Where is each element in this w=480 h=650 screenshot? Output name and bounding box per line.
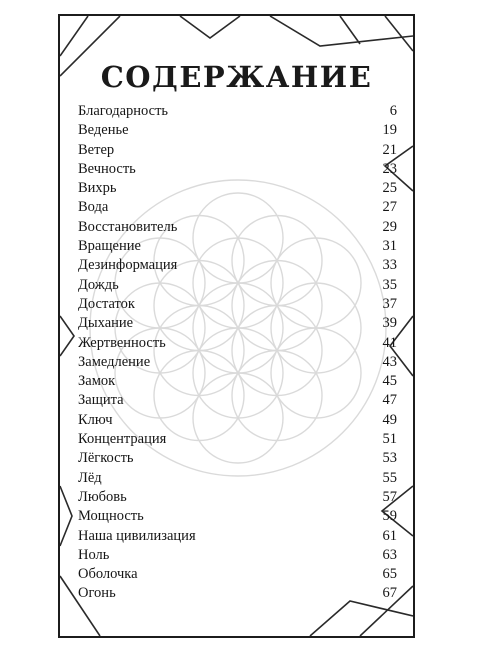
toc-entry [78, 198, 397, 217]
toc-entry [78, 565, 397, 584]
toc-entry-page-number: 61 [382, 527, 397, 544]
toc-entry-page-number: 47 [382, 392, 397, 409]
toc-entry-title: Жертвенность [78, 334, 166, 351]
toc-entry-page-number: 25 [382, 180, 397, 197]
toc-entry-page-number: 45 [382, 373, 397, 390]
toc-entry-page-number: 27 [382, 199, 397, 216]
toc-entry-page-number: 51 [382, 431, 397, 448]
toc-entry [78, 488, 397, 507]
toc-entry-title: Лёгкость [78, 450, 134, 467]
toc-entry [78, 527, 397, 546]
toc-entry [78, 334, 397, 353]
toc-entry [78, 391, 397, 410]
toc-entry [78, 102, 397, 121]
toc-entry-title: Наша цивилизация [78, 527, 196, 544]
toc-entry [78, 256, 397, 275]
toc-entry [78, 372, 397, 391]
toc-entry-title: Вращение [78, 238, 141, 255]
toc-entry-page-number: 65 [382, 566, 397, 583]
toc-entry-title: Замок [78, 373, 116, 390]
toc-entry-page-number: 21 [382, 141, 397, 158]
toc-entry-title: Восстановитель [78, 218, 178, 235]
toc-entry-page-number: 39 [382, 315, 397, 332]
toc-entry-title: Дыхание [78, 315, 134, 332]
toc-entry [78, 121, 397, 140]
toc-entry-page-number: 31 [382, 238, 397, 255]
toc-entry [78, 546, 397, 565]
toc-entry-title: Дезинформация [78, 257, 178, 274]
toc-entry-title: Любовь [78, 488, 127, 505]
toc-entry-title: Дождь [78, 276, 119, 293]
toc-entry-title: Оболочка [78, 566, 138, 583]
toc-entry-title: Ветер [78, 141, 115, 158]
toc-entry-page-number: 23 [382, 160, 397, 177]
toc-entry [78, 449, 397, 468]
toc-entry [78, 276, 397, 295]
toc-entry-page-number: 19 [382, 122, 397, 139]
toc-entry-title: Вода [78, 199, 109, 216]
toc-entry-page-number: 63 [382, 546, 397, 563]
toc-entry-title: Концентрация [78, 431, 167, 448]
toc-entry-title: Ключ [78, 411, 113, 428]
toc-entry-page-number: 59 [382, 508, 397, 525]
toc-entry-page-number: 35 [382, 276, 397, 293]
toc-entry [78, 469, 397, 488]
toc-entry-page-number: 41 [382, 334, 397, 351]
toc-entry-title: Благодарность [78, 103, 169, 119]
toc-entry-page-number: 57 [382, 488, 397, 505]
toc-entry [78, 353, 397, 372]
toc-entry-title: Ноль [78, 546, 110, 563]
toc-entry [78, 179, 397, 198]
toc-entry [78, 160, 397, 179]
page-title: СОДЕРЖАНИЕ [100, 60, 373, 94]
toc-entry [78, 141, 397, 160]
toc-entry-page-number: 67 [382, 585, 397, 602]
page-frame [58, 14, 415, 638]
toc-entry [78, 314, 397, 333]
toc-entry-title: Мощность [78, 508, 144, 525]
toc-entry [78, 295, 397, 314]
toc-entry-title: Лёд [78, 469, 102, 486]
toc-entry-title: Огонь [78, 585, 116, 602]
toc-entry [78, 411, 397, 430]
toc-entry [78, 507, 397, 526]
toc-entry-title: Вихрь [78, 180, 117, 197]
toc-entry-title: Защита [78, 392, 124, 409]
toc-entry-page-number: 37 [382, 295, 397, 312]
toc-entry-title: Вечность [78, 160, 136, 177]
toc-entry-title: Достаток [78, 295, 135, 312]
toc-entry-page-number: 55 [382, 469, 397, 486]
toc-entry-page-number: 6 [389, 103, 397, 119]
toc-entry [78, 237, 397, 256]
toc-entry-page-number: 29 [382, 218, 397, 235]
toc-entry-page-number: 53 [382, 450, 397, 467]
toc-entry [78, 430, 397, 449]
toc-entry-title: Веденье [78, 122, 129, 139]
toc-entry-page-number: 49 [382, 411, 397, 428]
toc-entry [78, 584, 397, 603]
toc-entry [78, 218, 397, 237]
toc-entry-page-number: 33 [382, 257, 397, 274]
toc-entry-title: Замедление [78, 353, 151, 370]
table-of-contents [78, 102, 397, 604]
toc-entry-page-number: 43 [382, 353, 397, 370]
